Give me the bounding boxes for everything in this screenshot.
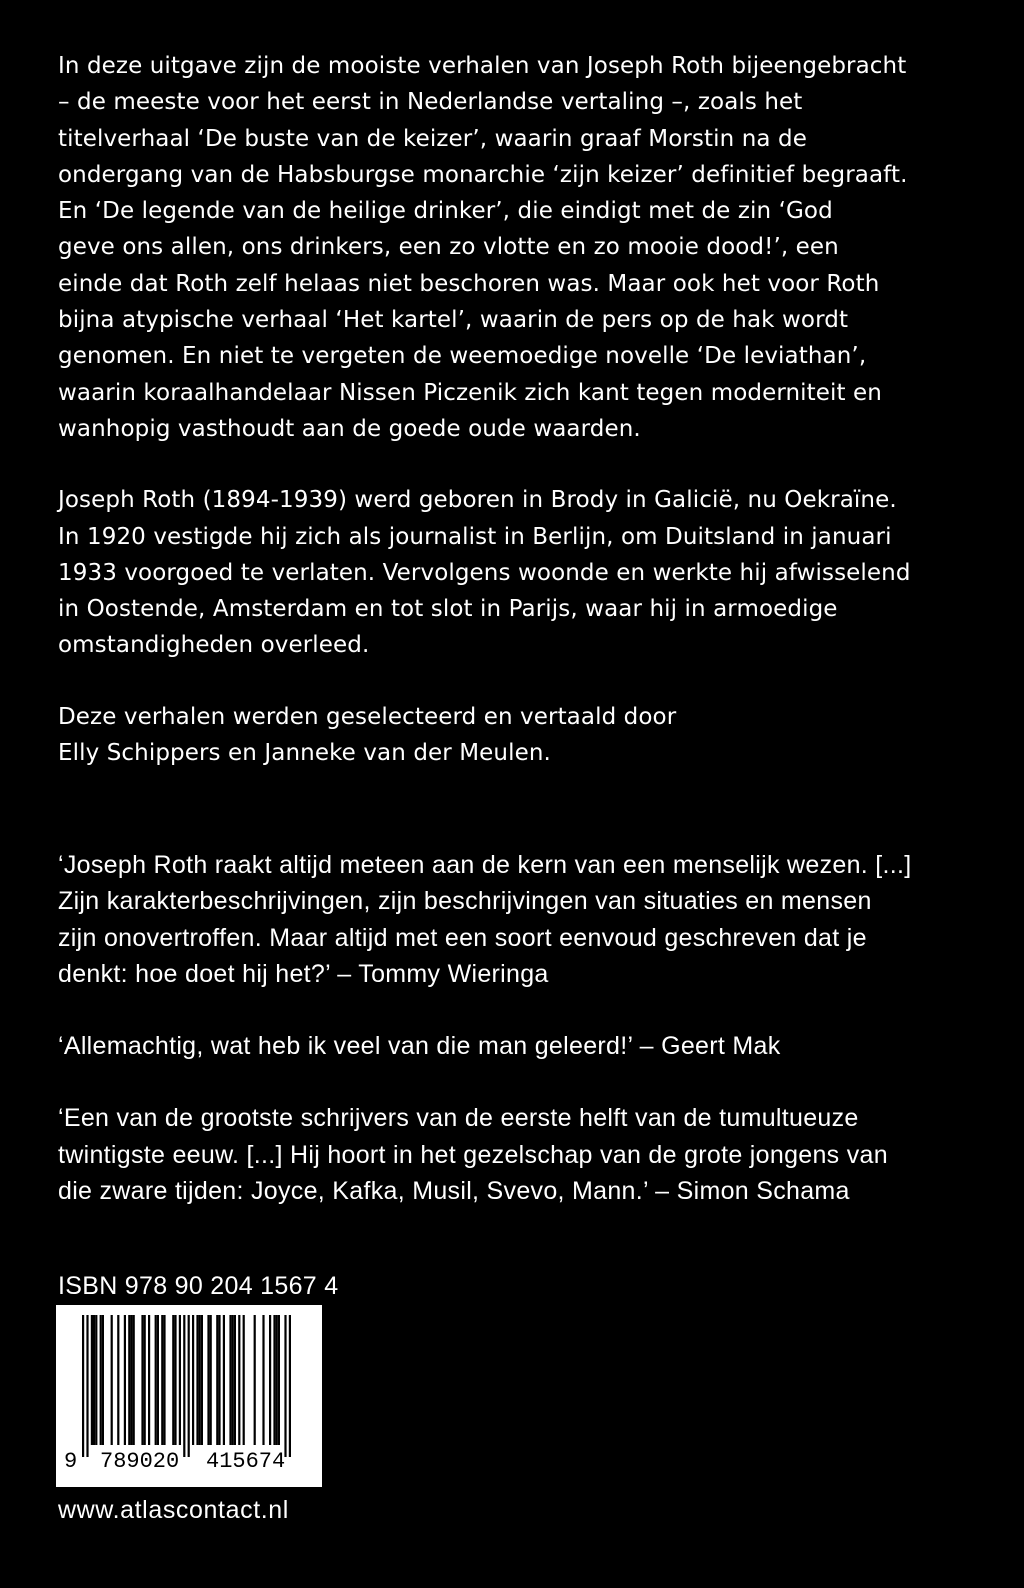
barcode-bar [141, 1315, 143, 1445]
barcode-bar [172, 1315, 174, 1445]
barcode-bar [188, 1315, 190, 1457]
quote-mak [58, 1028, 963, 1064]
barcode-bar [179, 1315, 181, 1445]
barcode-bar [216, 1315, 218, 1445]
text-line: titelverhaal ‘De buste van de keizer’, waarin graaf Morstin na de [58, 125, 807, 152]
barcode-bar [91, 1315, 93, 1445]
text-line: die zware tijden: Joyce, Kafka, Musil, Svevo, Mann.’ – Simon Schama [58, 1177, 850, 1206]
barcode-bar [130, 1315, 132, 1445]
barcode-bar [183, 1315, 185, 1457]
barcode-bar [82, 1315, 84, 1457]
text-line: einde dat Roth zelf helaas niet beschoren was. Maar ook het voor Roth [58, 270, 880, 297]
barcode-bar [124, 1315, 126, 1445]
barcode-bar [148, 1315, 150, 1445]
barcode-bar [207, 1315, 209, 1445]
review-quotes [58, 847, 963, 1245]
text-line: ondergang van de Habsburgse monarchie ‘zijn keizer’ definitief begraaft. [58, 161, 908, 188]
barcode-bar [144, 1315, 146, 1445]
barcode-bar [192, 1315, 194, 1445]
barcode-bar [133, 1315, 135, 1445]
barcode-bar [229, 1315, 231, 1445]
isbn-label: ISBN 978 90 204 1567 4 [58, 1272, 339, 1300]
barcode-bar [243, 1315, 245, 1445]
barcode-bar [163, 1315, 165, 1445]
barcode-bar [273, 1315, 275, 1445]
barcode-bar [289, 1315, 291, 1457]
barcode-digits [56, 1449, 322, 1479]
text-line: Joseph Roth (1894-1939) werd geboren in Brody in Galicië, nu Oekraïne. [58, 487, 897, 514]
barcode [56, 1305, 322, 1487]
quote-wieringa [58, 847, 963, 992]
barcode-bar [276, 1315, 278, 1445]
text-line: ‘Joseph Roth raakt altijd meteen aan de kern van een menselijk wezen. [...] [58, 851, 912, 879]
text-line: In 1920 vestigde hij zich als journalist in Berlijn, om Duitsland in januari [58, 523, 892, 550]
barcode-bar [269, 1315, 271, 1445]
barcode-digits-right: 415674 [206, 1449, 286, 1474]
barcode-digits-left: 789020 [100, 1449, 180, 1474]
barcode-bar [174, 1315, 176, 1445]
text-line: omstandigheden overleed. [58, 632, 370, 659]
text-line: Zijn karakterbeschrijvingen, zijn beschrijvingen van situaties en mensen [58, 887, 872, 916]
barcode-bar [218, 1315, 220, 1445]
text-line: genomen. En niet te vergeten de weemoedige novelle ‘De leviathan’, [58, 343, 867, 370]
text-line: En ‘De legende van de heilige drinker’, die eindigt met de zin ‘God [58, 198, 833, 225]
text-line: Deze verhalen werden geselecteerd en vertaald door [58, 703, 677, 730]
barcode-bar [223, 1315, 225, 1445]
barcode-bar [111, 1315, 113, 1445]
blurb-paragraph-author-bio [58, 482, 958, 663]
text-line: – de meeste voor het eerst in Nederlandse vertaling –, zoals het [58, 89, 803, 116]
barcode-bar [196, 1315, 198, 1445]
quote-schama [58, 1100, 963, 1209]
barcode-bar [232, 1315, 234, 1445]
barcode-bar [238, 1315, 240, 1445]
barcode-bar [157, 1315, 159, 1445]
blurb-text [58, 48, 958, 806]
text-line: 1933 voorgoed te verlaten. Vervolgens woonde en werkte hij afwisselend [58, 559, 911, 586]
barcode-bar [199, 1315, 201, 1445]
barcode-bar [155, 1315, 157, 1445]
text-line: waarin koraalhandelaar Nissen Piczenik zich kant tegen moderniteit en [58, 379, 882, 406]
text-line: zijn onovertroffen. Maar altijd met een soort eenvoud geschreven dat je [58, 923, 867, 952]
publisher-website: www.atlascontact.nl [58, 1496, 289, 1524]
text-line: ‘Een van de grootste schrijvers van de eerste helft van de tumultueuze [58, 1104, 859, 1133]
text-line: Elly Schippers en Janneke van der Meulen. [58, 740, 551, 767]
text-line: wanhopig vasthoudt aan de goede oude waarden. [58, 415, 641, 442]
text-line: bijna atypische verhaal ‘Het kartel’, waarin de pers op de hak wordt [58, 307, 849, 334]
text-line: ‘Allemachtig, wat heb ik veel van die man geleerd!’ – Geert Mak [58, 1032, 781, 1061]
barcode-digit-first: 9 [64, 1449, 78, 1474]
barcode-bar [117, 1315, 119, 1445]
barcode-bar [93, 1315, 95, 1445]
barcode-bar [161, 1315, 163, 1445]
barcode-bar [254, 1315, 256, 1445]
barcode-bar [128, 1315, 130, 1445]
text-line: denkt: hoe doet hij het?’ – Tommy Wieringa [58, 959, 549, 988]
barcode-bar [100, 1315, 102, 1445]
barcode-bar [102, 1315, 104, 1445]
blurb-paragraph-translators [58, 699, 958, 772]
barcode-bar [234, 1315, 236, 1445]
barcode-bar [95, 1315, 97, 1445]
barcode-bar [210, 1315, 212, 1445]
text-line: twintigste eeuw. [...] Hij hoort in het gezelschap van de grote jongens van [58, 1140, 888, 1169]
text-line: In deze uitgave zijn de mooiste verhalen van Joseph Roth bijeengebracht [58, 53, 907, 79]
text-line: in Oostende, Amsterdam en tot slot in Parijs, waar hij in armoedige [58, 596, 838, 623]
barcode-bar [86, 1315, 88, 1457]
text-line: geve ons allen, ons drinkers, een zo vlotte en zo mooie dood!’, een [58, 234, 839, 261]
barcode-bar [278, 1315, 280, 1445]
blurb-paragraph-description [58, 48, 958, 447]
barcode-bar [201, 1315, 203, 1445]
barcode-bar [284, 1315, 286, 1457]
barcode-bar [262, 1315, 264, 1445]
